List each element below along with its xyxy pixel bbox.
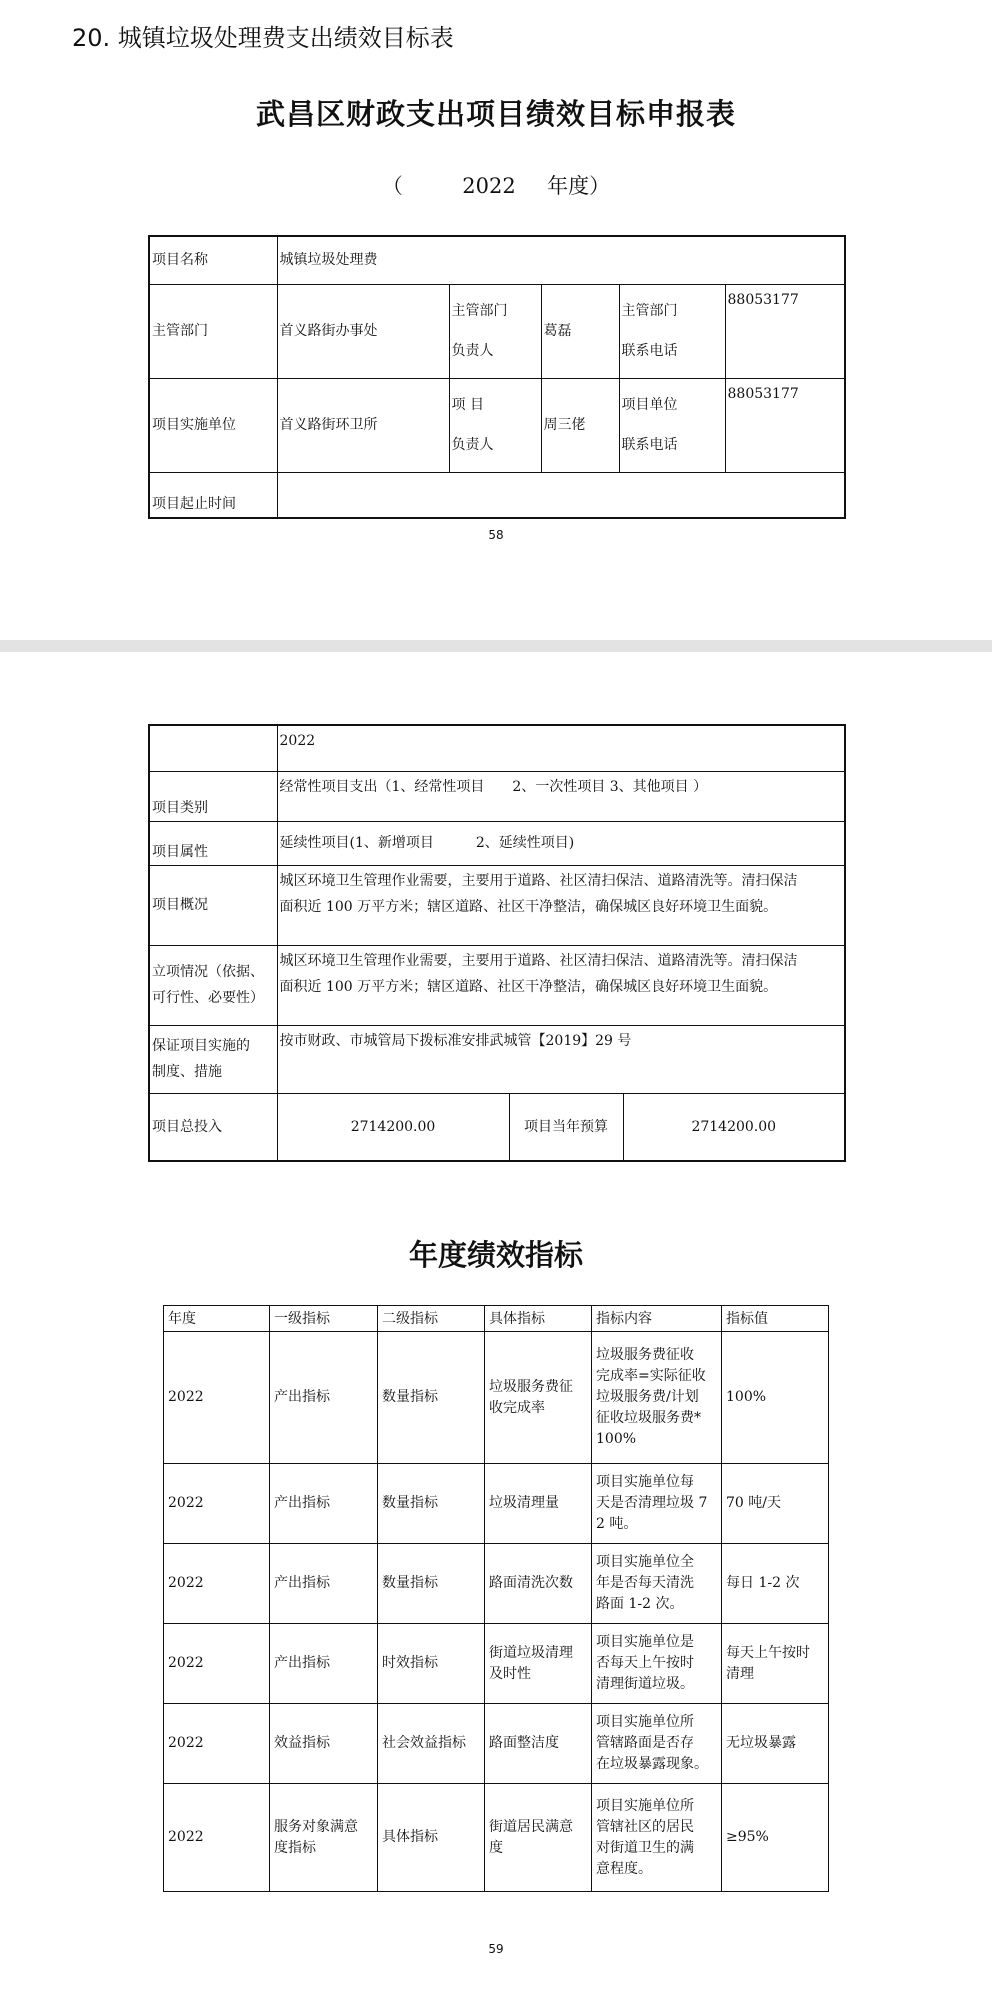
attribute-label: 项目属性 [149, 821, 277, 865]
unit-head-value: 周三佬 [541, 378, 619, 472]
budget-label: 项目当年预算 [509, 1093, 623, 1161]
row-period-cont [149, 725, 845, 771]
row-department [149, 284, 845, 378]
row-content: 项目实施单位所 管辖路面是否存 在垃圾暴露现象。 [592, 1704, 722, 1784]
basis-value: 城区环境卫生管理作业需要，主要用于道路、社区清扫保洁、道路清洗等。清扫保洁 面积近 100 万平方米；辖区道路、社区干净整洁，确保城区良好环境卫生面貌。 [277, 945, 845, 1025]
row-value: 每天上午按时 清理 [722, 1624, 829, 1704]
row-level1: 产出指标 [270, 1624, 378, 1704]
row-content: 垃圾服务费征收 完成率=实际征收 垃圾服务费/计划 征收垃圾服务费* 100% [592, 1332, 722, 1464]
page-separator [0, 640, 992, 652]
page-number: 58 [488, 528, 504, 542]
year-label: 年度） [547, 174, 611, 198]
header-year: 年度 [164, 1306, 270, 1332]
basic-info-table [148, 235, 846, 519]
unit-label: 项目实施单位 [149, 378, 277, 472]
row-project-name [149, 236, 845, 284]
project-name-label: 项目名称 [149, 236, 277, 284]
form-title: 武昌区财政支出项目绩效目标申报表 [255, 97, 736, 131]
row-level2: 数量指标 [378, 1332, 485, 1464]
row-attribute [149, 821, 845, 865]
row-value: 100% [722, 1332, 829, 1464]
dept-phone-value: 88053177 [725, 284, 845, 378]
category-value: 经常性项目支出（1、经常性项目 2、一次性项目 3、其他项目 ） [277, 771, 845, 821]
section-heading: 20. 城镇垃圾处理费支出绩效目标表 [72, 24, 454, 52]
category-label: 项目类别 [149, 771, 277, 821]
year-value: 2022 [462, 174, 516, 198]
dept-head-value: 葛磊 [541, 284, 619, 378]
row-year: 2022 [164, 1464, 270, 1544]
dept-phone-label: 主管部门 联系电话 [619, 284, 725, 378]
project-name-value: 城镇垃圾处理费 [277, 236, 845, 284]
attribute-value: 延续性项目(1、新增项目 2、延续性项目) [277, 821, 845, 865]
row-level1: 服务对象满意 度指标 [270, 1784, 378, 1892]
row-category [149, 771, 845, 821]
dept-value: 首义路街办事处 [277, 284, 449, 378]
row-level2: 时效指标 [378, 1624, 485, 1704]
perf-title: 年度绩效指标 [408, 1238, 583, 1272]
header-content: 指标内容 [592, 1306, 722, 1332]
dept-label: 主管部门 [149, 284, 277, 378]
row-specific: 路面整洁度 [485, 1704, 592, 1784]
unit-phone-value: 88053177 [725, 378, 845, 472]
overview-label: 项目概况 [149, 865, 277, 945]
unit-value: 首义路街环卫所 [277, 378, 449, 472]
table-row [164, 1624, 829, 1704]
overview-value: 城区环境卫生管理作业需要，主要用于道路、社区清扫保洁、道路清洗等。清扫保洁 面积近 100 万平方米；辖区道路、社区干净整洁，确保城区良好环境卫生面貌。 [277, 865, 845, 945]
period-label: 项目起止时间 [149, 472, 277, 518]
row-content: 项目实施单位全 年是否每天清洗 路面 1-2 次。 [592, 1544, 722, 1624]
row-level1: 效益指标 [270, 1704, 378, 1784]
row-level2: 社会效益指标 [378, 1704, 485, 1784]
row-specific: 垃圾服务费征 收完成率 [485, 1332, 592, 1464]
period-value: 2022 [277, 725, 845, 771]
perf-header-row [164, 1306, 829, 1332]
row-guarantee [149, 1025, 845, 1093]
total-label: 项目总投入 [149, 1093, 277, 1161]
dept-head-label: 主管部门 负责人 [449, 284, 541, 378]
table-row [164, 1704, 829, 1784]
row-content: 项目实施单位是 否每天上午按时 清理街道垃圾。 [592, 1624, 722, 1704]
row-year: 2022 [164, 1704, 270, 1784]
row-value: 无垃圾暴露 [722, 1704, 829, 1784]
period-value-part1 [277, 472, 845, 518]
row-content: 项目实施单位所 管辖社区的居民 对街道卫生的满 意程度。 [592, 1784, 722, 1892]
row-value: 每日 1-2 次 [722, 1544, 829, 1624]
row-year: 2022 [164, 1332, 270, 1464]
budget-value: 2714200.00 [623, 1093, 845, 1161]
table-row [164, 1464, 829, 1544]
header-level1: 一级指标 [270, 1306, 378, 1332]
row-specific: 路面清洗次数 [485, 1544, 592, 1624]
table-row [164, 1544, 829, 1624]
period-label-cont [149, 725, 277, 771]
row-level1: 产出指标 [270, 1332, 378, 1464]
table-row [164, 1784, 829, 1892]
row-unit [149, 378, 845, 472]
row-level2: 具体指标 [378, 1784, 485, 1892]
row-period [149, 472, 845, 518]
row-level1: 产出指标 [270, 1544, 378, 1624]
row-value: ≥95% [722, 1784, 829, 1892]
row-level2: 数量指标 [378, 1464, 485, 1544]
year-open-paren: （ [381, 174, 403, 198]
row-year: 2022 [164, 1544, 270, 1624]
header-specific: 具体指标 [485, 1306, 592, 1332]
row-level1: 产出指标 [270, 1464, 378, 1544]
row-basis [149, 945, 845, 1025]
unit-head-label: 项 目 负责人 [449, 378, 541, 472]
page-58 [0, 0, 992, 640]
details-table [148, 724, 846, 1162]
row-investment [149, 1093, 845, 1161]
guarantee-label: 保证项目实施的 制度、措施 [149, 1025, 277, 1093]
total-value: 2714200.00 [277, 1093, 509, 1161]
row-overview [149, 865, 845, 945]
page-number: 59 [488, 1942, 504, 1956]
row-specific: 街道居民满意 度 [485, 1784, 592, 1892]
performance-table [163, 1305, 829, 1892]
row-specific: 街道垃圾清理 及时性 [485, 1624, 592, 1704]
basis-label: 立项情况（依据、 可行性、必要性） [149, 945, 277, 1025]
row-value: 70 吨/天 [722, 1464, 829, 1544]
row-year: 2022 [164, 1624, 270, 1704]
row-year: 2022 [164, 1784, 270, 1892]
unit-phone-label: 项目单位 联系电话 [619, 378, 725, 472]
year-line [0, 170, 992, 200]
guarantee-value: 按市财政、市城管局下拨标准安排武城管【2019】29 号 [277, 1025, 845, 1093]
row-content: 项目实施单位每 天是否清理垃圾 7 2 吨。 [592, 1464, 722, 1544]
row-specific: 垃圾清理量 [485, 1464, 592, 1544]
header-value: 指标值 [722, 1306, 829, 1332]
table-row [164, 1332, 829, 1464]
header-level2: 二级指标 [378, 1306, 485, 1332]
row-level2: 数量指标 [378, 1544, 485, 1624]
